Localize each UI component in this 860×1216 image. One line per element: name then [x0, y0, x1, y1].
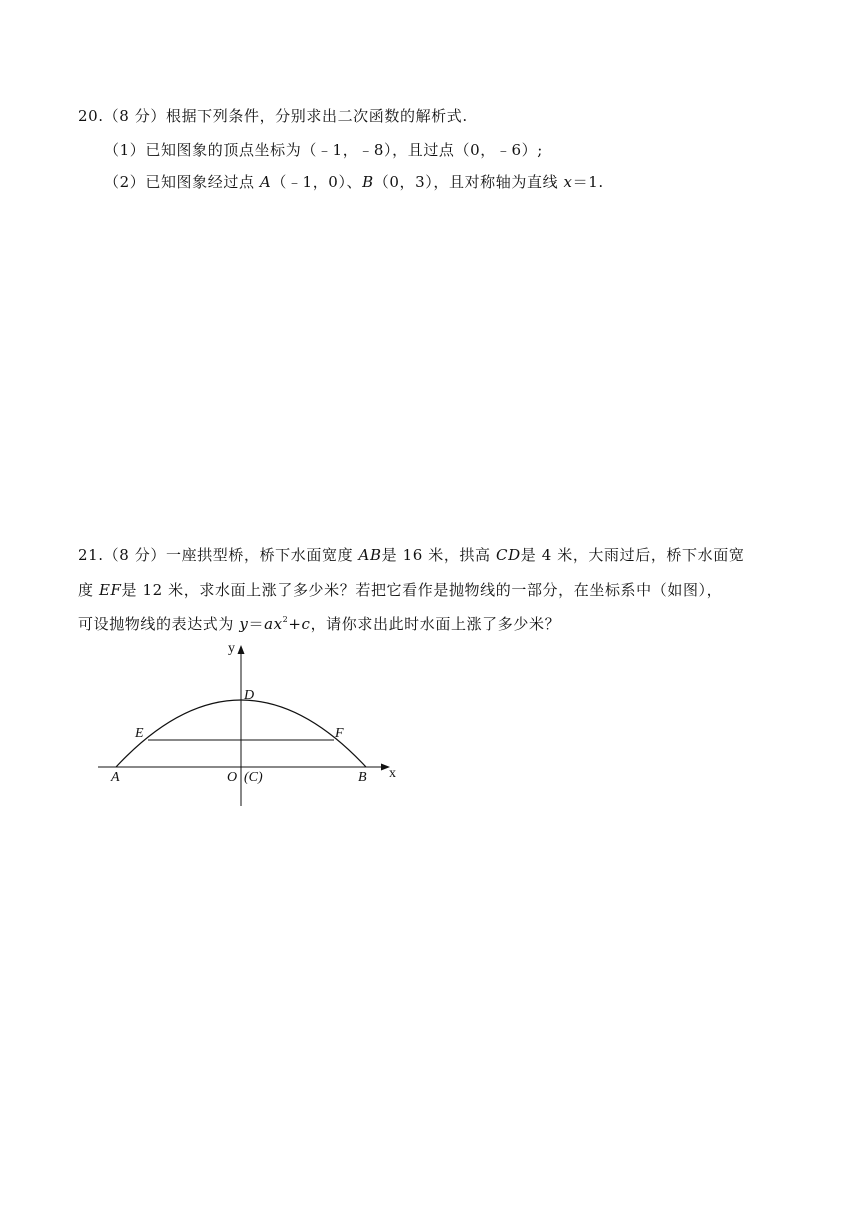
q21-line-3-text-a: 可设抛物线的表达式为: [78, 615, 240, 633]
point-a-symbol: A: [259, 173, 272, 191]
label-c: (C): [244, 770, 263, 785]
formula-plus: +: [288, 615, 302, 633]
label-e: E: [135, 726, 144, 741]
label-a: A: [111, 770, 120, 785]
q20-part-2: [104, 172, 604, 192]
point-b-symbol: B: [362, 173, 374, 191]
q20-part-1: [104, 140, 543, 160]
segment-cd-symbol: CD: [496, 546, 521, 564]
segment-ab-symbol: AB: [358, 546, 382, 564]
segment-ef-symbol: EF: [98, 581, 122, 599]
q21-line-2-text-a: 度: [78, 581, 99, 599]
y-axis-arrow: [238, 645, 245, 654]
q21-line-1-text-c: 是 4 米，大雨过后，桥下水面宽: [520, 546, 745, 564]
variable-x-symbol: x: [563, 173, 573, 191]
formula-exponent: 2: [282, 615, 289, 624]
q21-line-3: [78, 614, 560, 634]
formula-y: y: [239, 615, 249, 633]
label-d: D: [244, 688, 255, 703]
label-y: y: [228, 641, 235, 656]
label-x: x: [389, 766, 396, 781]
formula-equals: ＝: [248, 615, 265, 633]
q21-line-1: [78, 545, 744, 565]
q20-part-2-text-c: （0，3），且对称轴为直线: [373, 173, 564, 191]
q21-line-3-text-b: ，请你求出此时水面上涨了多少米？: [310, 615, 561, 633]
q21-line-1-text-a: 21.（8 分）一座拱型桥，桥下水面宽度: [78, 546, 359, 564]
q20-part-2-text-d: ＝1.: [572, 173, 604, 191]
q20-part-1-text: （1）已知图象的顶点坐标为（﹣1，﹣8），且过点（0，﹣6）;: [104, 141, 543, 159]
label-b: B: [358, 770, 367, 785]
q20-part-2-text-a: （2）已知图象经过点: [104, 173, 260, 191]
q20-heading-text: 20.（8 分）根据下列条件，分别求出二次函数的解析式.: [78, 107, 468, 125]
q21-line-2-text-b: 是 12 米，求水面上涨了多少米？若把它看作是抛物线的一部分，在坐标系中（如图），: [121, 581, 723, 599]
q21-line-1-text-b: 是 16 米，拱高: [381, 546, 497, 564]
q21-line-2: [78, 580, 722, 600]
label-f: F: [335, 726, 344, 741]
bridge-parabola-figure: [92, 640, 408, 810]
q20-heading: [78, 106, 468, 126]
coordinate-diagram: [92, 640, 408, 810]
q20-part-2-text-b: （﹣1，0）、: [271, 173, 363, 191]
formula-ax: ax: [264, 615, 283, 633]
label-o: O: [227, 770, 238, 785]
formula-c: c: [301, 615, 311, 633]
